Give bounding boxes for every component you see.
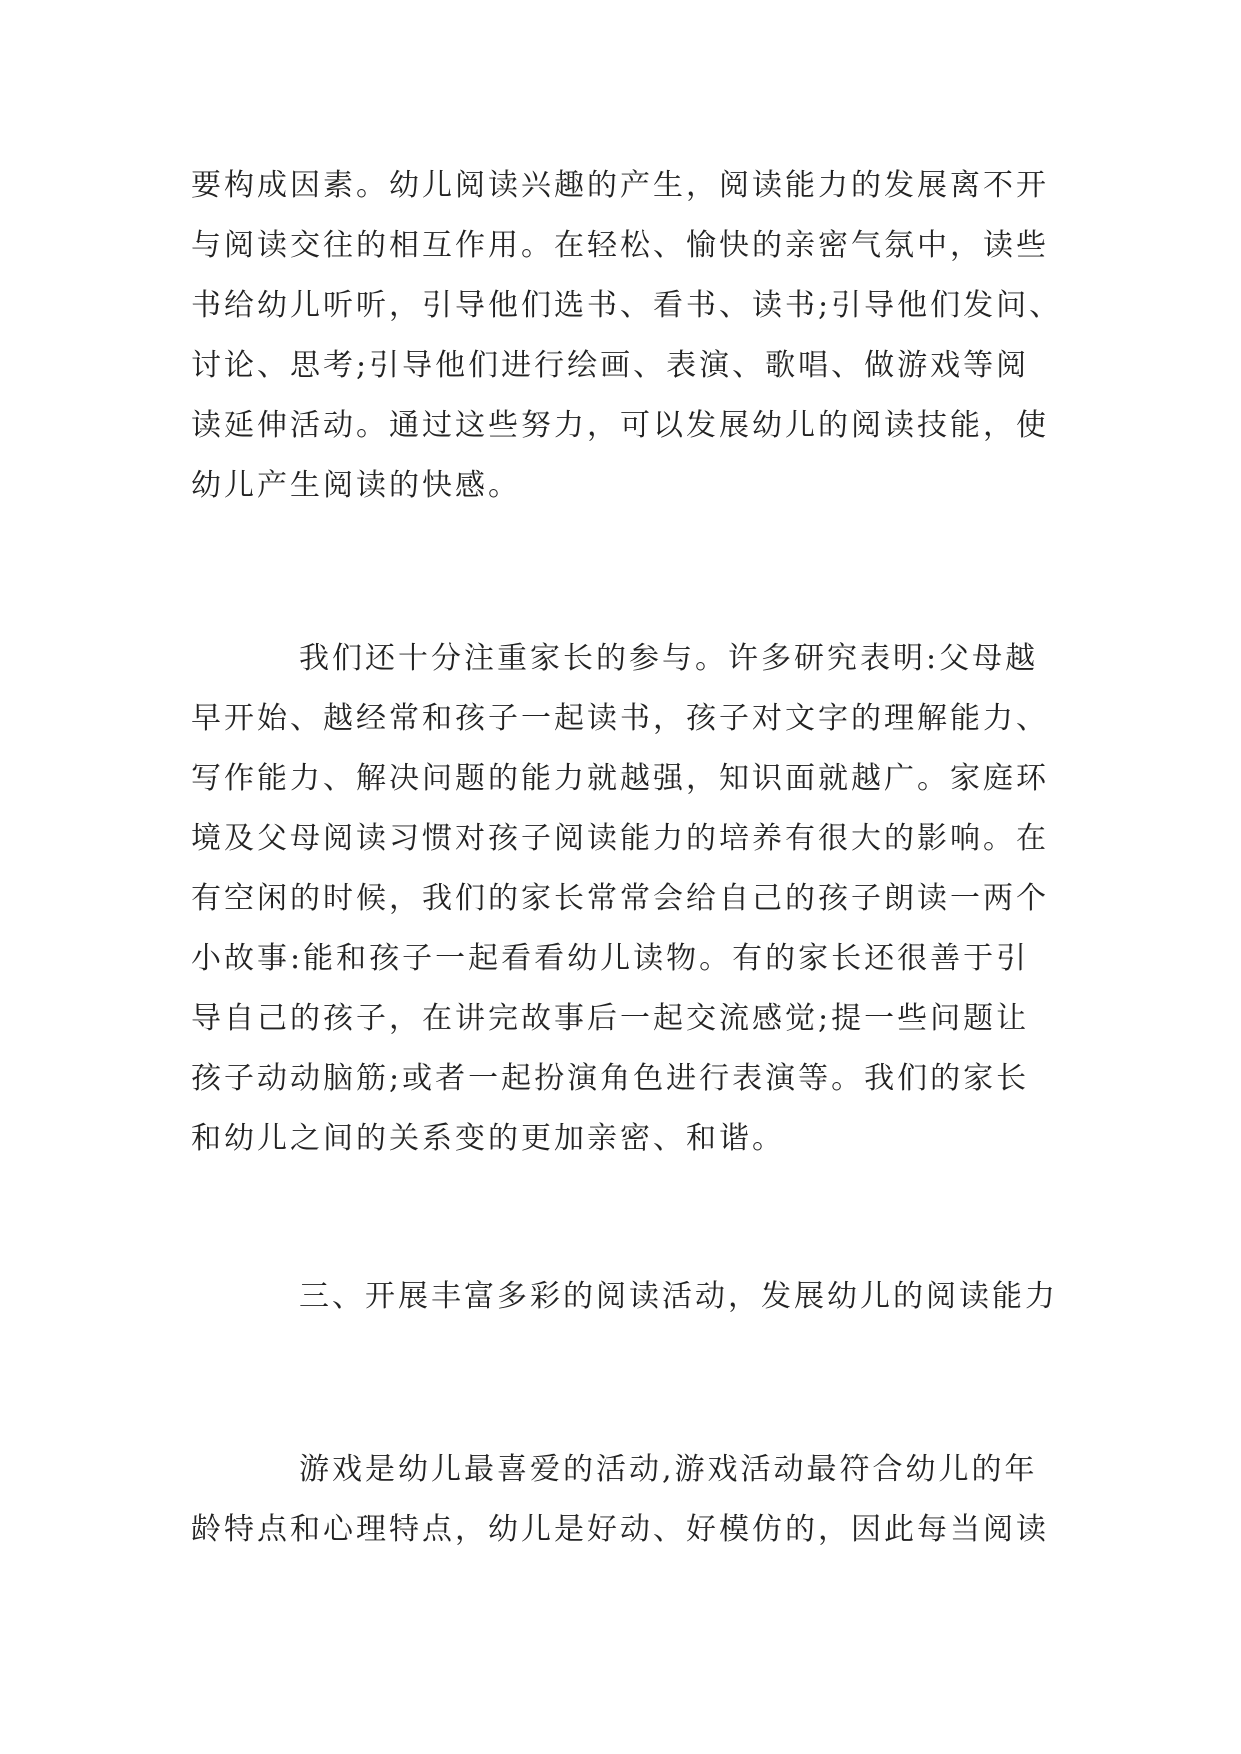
text-line: 和幼儿之间的关系变的更加亲密、和谐。 bbox=[191, 1121, 785, 1156]
text-line: 与阅读交往的相互作用。在轻松、愉快的亲密气氛中，读些 bbox=[191, 228, 1049, 263]
paragraph-game-activities bbox=[191, 1440, 1051, 1560]
text-line: 书给幼儿听听，引导他们选书、看书、读书;引导他们发问、 bbox=[191, 288, 1063, 323]
text-line: 游戏是幼儿最喜爱的活动,游戏活动最符合幼儿的年 bbox=[299, 1452, 1038, 1487]
text-line: 写作能力、解决问题的能力就越强，知识面就越广。家庭环 bbox=[191, 761, 1049, 796]
paragraph-reading-interest bbox=[191, 156, 1063, 516]
text-line: 我们还十分注重家长的参与。许多研究表明:父母越 bbox=[299, 641, 1039, 676]
text-line: 境及父母阅读习惯对孩子阅读能力的培养有很大的影响。在 bbox=[191, 821, 1049, 856]
text-line: 孩子动动脑筋;或者一起扮演角色进行表演等。我们的家长 bbox=[191, 1061, 1030, 1096]
text-line: 龄特点和心理特点，幼儿是好动、好模仿的，因此每当阅读 bbox=[191, 1512, 1049, 1547]
text-line: 讨论、思考;引导他们进行绘画、表演、歌唱、做游戏等阅 bbox=[191, 348, 1030, 383]
text-line: 导自己的孩子，在讲完故事后一起交流感觉;提一些问题让 bbox=[191, 1001, 1030, 1036]
text-line: 要构成因素。幼儿阅读兴趣的产生，阅读能力的发展离不开 bbox=[191, 168, 1049, 203]
paragraph-parent-participation bbox=[191, 629, 1051, 1169]
heading-text: 三、开展丰富多彩的阅读活动，发展幼儿的阅读能力 bbox=[299, 1279, 1058, 1314]
text-line: 读延伸活动。通过这些努力，可以发展幼儿的阅读技能，使 bbox=[191, 408, 1049, 443]
text-line: 幼儿产生阅读的快感。 bbox=[191, 468, 521, 503]
text-line: 小故事:能和孩子一起看看幼儿读物。有的家长还很善于引 bbox=[191, 941, 1030, 976]
text-line: 有空闲的时候，我们的家长常常会给自己的孩子朗读一两个 bbox=[191, 881, 1049, 916]
text-line: 早开始、越经常和孩子一起读书，孩子对文字的理解能力、 bbox=[191, 701, 1049, 736]
section-heading bbox=[191, 1267, 1058, 1327]
